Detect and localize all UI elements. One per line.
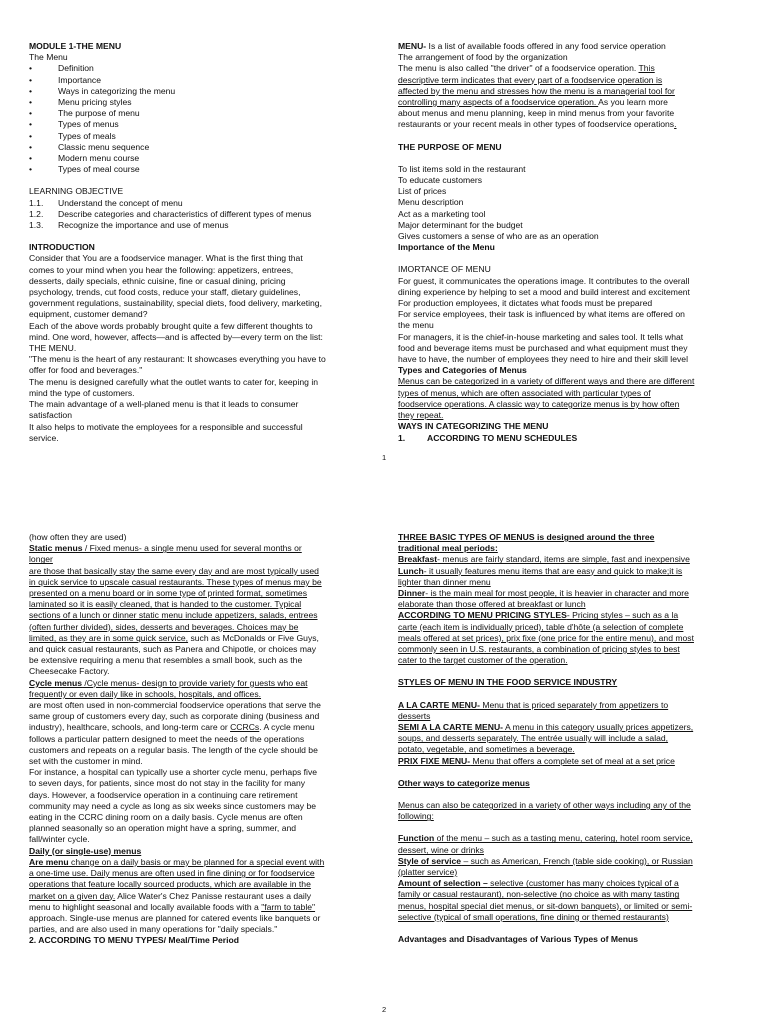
- daily-menus-underlined-line: operations that feature locally sourced products, which are available in the: [29, 879, 311, 890]
- cycle-menus-line: customers and repeats on a regular basis. The length of the cycle should be: [29, 744, 318, 755]
- daily-menus-line: approach. Single-use menus are planned for catered events like banquets or: [29, 912, 321, 923]
- objective-text: Recognize the importance and use of menus: [58, 220, 229, 231]
- bullet-text: Types of meal course: [58, 164, 140, 175]
- intro-heading: INTRODUCTION: [29, 242, 95, 253]
- bullet-text: Classic menu sequence: [58, 141, 150, 152]
- page-1: [0, 0, 768, 466]
- daily-menus-tail: [29, 913, 373, 935]
- page-gap: [0, 466, 768, 524]
- topic-bullet-item: [29, 164, 373, 175]
- intro-line: government regulations, sustainability, special diets, food delivery, marketing,: [29, 298, 322, 309]
- topic-bullet-item: [29, 75, 373, 86]
- objective-number: 1.3.: [29, 220, 44, 231]
- static-menus-text: / Fixed menus- a single menu used for several months or: [82, 543, 302, 554]
- cycle-menus-paragraph-a: [29, 700, 373, 722]
- cycle-menus-line: follows a particular pattern designed to meet the needs of the operations: [29, 733, 305, 744]
- page-2: [0, 524, 768, 1024]
- style-of-service-line: [398, 856, 742, 867]
- bullet-text: Menu pricing styles: [58, 97, 132, 108]
- alacarte-text: Menu that is priced separately from appetizers to: [479, 699, 669, 710]
- types-heading: Types and Categories of Menus: [398, 365, 527, 376]
- function-line-2: dessert, wine or drinks: [398, 844, 484, 855]
- menu-types-number: 2.: [29, 935, 37, 946]
- semi-alacarte-line: potato, vegetable, and sometimes a beverage.: [398, 744, 575, 755]
- importance-line: For guest, it communicates the operations image. It contributes to the overall: [398, 275, 690, 286]
- bullet-text: Types of menus: [58, 119, 119, 130]
- static-menus-underlined-line: laminated so it is easily cleaned, that is handed to the customer. Typical: [29, 599, 302, 610]
- purpose-heading: THE PURPOSE OF MENU: [398, 141, 502, 152]
- page1-left-column: [29, 41, 373, 444]
- static-menus-tail: [29, 644, 373, 678]
- pricing-styles-paragraph: [398, 622, 742, 667]
- importance-heading: Importance of the Menu: [398, 242, 495, 253]
- schedules-heading: [398, 433, 742, 444]
- intro-line: satisfaction: [29, 410, 72, 421]
- semi-alacarte-paragraph: [398, 733, 742, 755]
- purpose-item: To list items sold in the restaurant: [398, 163, 526, 174]
- cycle-menus-line: same group of customers every day, such as corporate dining (business and: [29, 711, 320, 722]
- menu-def-line: The arrangement of food by the organization: [398, 52, 568, 63]
- bullet-icon: •: [29, 164, 33, 175]
- prix-fixe-line: [398, 756, 742, 767]
- menu-def-text: As you learn more: [598, 97, 668, 108]
- objective-item: [29, 198, 373, 209]
- topic-bullet-item: [29, 153, 373, 164]
- style-of-service-text: – such as American, French (table side cooking), or Russian: [461, 855, 693, 866]
- importance-line: food and beverage items must be purchased and what equipment must they: [398, 342, 688, 353]
- topic-bullet-item: [29, 142, 373, 153]
- daily-menus-paragraph: [29, 868, 373, 890]
- dinner-label: Dinner: [398, 588, 426, 599]
- bullet-icon: •: [29, 85, 33, 96]
- purpose-item: List of prices: [398, 186, 447, 197]
- importance-line: For service employees, their task is influenced by what items are offered on: [398, 309, 685, 320]
- pricing-styles-label: ACCORDING TO MENU PRICING STYLES: [398, 610, 567, 621]
- how-often-note: (how often they are used): [29, 532, 127, 542]
- imortance-heading: IMORTANCE OF MENU: [398, 264, 491, 275]
- farm-to-table-underlined: "farm to table": [261, 901, 316, 912]
- bullet-text: Modern menu course: [58, 153, 140, 164]
- topic-bullet-list: [29, 63, 373, 175]
- intro-line: THE MENU.: [29, 343, 77, 354]
- intro-line: mind the type of customers.: [29, 387, 135, 398]
- types-line: they repeat.: [398, 410, 444, 421]
- intro-line: equipment, customer demand?: [29, 309, 148, 320]
- advantages-heading: Advantages and Disadvantages of Various Types of Menus: [398, 934, 639, 945]
- amount-line: selective (typical of small operations, fine dining or themed restaurants): [398, 911, 669, 922]
- bullet-text: Importance: [58, 74, 101, 85]
- menu-def-label: MENU-: [398, 41, 427, 51]
- topic-bullet-item: [29, 63, 373, 74]
- importance-paragraph: [398, 276, 742, 366]
- cycle-menus-underlined-line: frequently or even daily like in schools, hospitals, and offices.: [29, 688, 262, 699]
- purpose-list: [398, 164, 742, 242]
- dinner-line-2: elaborate than those offered at breakfast or lunch: [398, 599, 586, 610]
- page-number: 2: [382, 1005, 387, 1014]
- amount-line: family or casual restaurant), non-selective (no choice as with many tasting: [398, 889, 680, 900]
- intro-line: psychology, trends, cut food costs, reduce your staff, dietary guidelines,: [29, 287, 301, 298]
- dinner-text: - is the main meal for most people, it is heavier in character and more: [425, 588, 689, 599]
- static-menus-underlined-line: in quick service to upscale casual restaurants. These types of menus may be: [29, 576, 322, 587]
- objective-number: 1.2.: [29, 208, 44, 219]
- daily-are-menu: Are menu: [29, 856, 69, 867]
- cycle-menus-line: planned seasonally so an operation might have a spring, summer, and: [29, 823, 297, 834]
- topic-bullet-item: [29, 119, 373, 130]
- importance-line: have to have, the number of employees they need to hire and their skill level: [398, 354, 688, 365]
- menu-def-underlined: controlling many aspects of a foodservice operation.: [398, 97, 599, 108]
- static-menus-text: such as McDonalds or Five Guys,: [188, 632, 319, 643]
- pricing-styles-line: carte (each item is individually priced), table d'hôte (a selection of complete: [398, 621, 684, 632]
- menu-def-line: [398, 119, 742, 130]
- menu-def-text: restaurants or your recent meals in other types of foodservice operations: [398, 119, 675, 130]
- lunch-label: Lunch: [398, 565, 424, 576]
- purpose-item: Act as a marketing tool: [398, 208, 486, 219]
- daily-menus-line: [29, 857, 373, 868]
- purpose-item: Gives customers a sense of who are as an operation: [398, 231, 599, 242]
- style-of-service-line-2: (platter service): [398, 867, 458, 878]
- semi-alacarte-line: soups, and desserts separately. The entrée usually will include a salad,: [398, 733, 669, 744]
- intro-line: The menu is designed carefully what the outlet wants to cater for, keeping in: [29, 376, 319, 387]
- static-menus-underlined-line: longer: [29, 554, 53, 565]
- cycle-menus-paragraph-b: [29, 734, 373, 846]
- types-line: foodservice operations. A classic way to categorize menus is by how often: [398, 398, 680, 409]
- menu-definition-line: [398, 41, 742, 52]
- importance-line: For production employees, it dictates what foods must be prepared: [398, 298, 653, 309]
- bullet-icon: •: [29, 63, 33, 74]
- intro-line: Consider that You are a foodservice manager. What is the first thing that: [29, 253, 303, 264]
- page-number: 1: [382, 453, 387, 462]
- menu-def-text: The menu is also called "the driver" of a foodservice operation.: [398, 63, 639, 74]
- semi-alacarte-line: [398, 722, 742, 733]
- cycle-menus-line: eating in the CCRC dining room on a daily basis. Cycle menus are often: [29, 812, 303, 823]
- cycle-menus-line: set with the customer in mind.: [29, 756, 143, 767]
- other-ways-line: Menus can also be categorized in a variety of other ways including any of the: [398, 800, 691, 811]
- static-menus-paragraph: [29, 554, 373, 632]
- intro-line: Each of the above words probably brought quite a few different thoughts to: [29, 320, 313, 331]
- daily-menus-underlined-line: a one-time use. Daily menus are often used in fine dining or for foodservice: [29, 868, 315, 879]
- objective-heading: LEARNING OBJECTIVE: [29, 186, 124, 197]
- cycle-menus-line: are most often used in non-commercial foodservice operations that serve the: [29, 700, 321, 711]
- static-menus-line: Cheesecake Factory.: [29, 666, 110, 677]
- bullet-icon: •: [29, 119, 33, 130]
- daily-menus-line: parties, and are also used in many operations for "daily specials.": [29, 924, 278, 935]
- page2-right-column: [398, 532, 742, 945]
- types-line: Menus can be categorized in a variety of different ways and there are different: [398, 376, 695, 387]
- types-line: types of menus, which are often associated with particular types of: [398, 387, 651, 398]
- breakfast-text: - menus are fairly standard, items are simple, fast and inexpensive: [437, 554, 690, 565]
- static-menus-underlined-line: presented on a menu board or in some type of printed format, sometimes: [29, 588, 308, 599]
- cycle-menus-line: community may need a cycle as long as six weeks since customers may be: [29, 800, 317, 811]
- purpose-item: Menu description: [398, 197, 464, 208]
- function-label: Function: [398, 833, 435, 844]
- intro-line: "The menu is the heart of any restaurant: It showcases everything you have to: [29, 354, 326, 365]
- daily-menus-text: change on a daily basis or may be planned for a special event with: [68, 856, 325, 867]
- intro-line: offer for food and beverages.": [29, 365, 143, 376]
- amount-text: selective (customer has many choices typical of a: [487, 878, 679, 889]
- cycle-menus-line: to seven days, for patients, since most do not stay in the facility for many: [29, 778, 306, 789]
- schedules-number: 1.: [398, 432, 406, 443]
- cycle-menus-line: days. However, a foodservice operation in a continuing care retirement: [29, 789, 298, 800]
- static-menus-underlined-line: sections of a lunch or dinner static menu include appetizers, salads, entrees: [29, 610, 318, 621]
- pricing-styles-line: meals offered at set prices), prix fixe (one price for the entire menu), and most: [398, 632, 694, 643]
- daily-menus-text: Alice Water's Chez Panisse restaurant uses a daily: [115, 890, 312, 901]
- three-types-heading: [398, 532, 742, 554]
- importance-line: dining experience by helping to set a mood and build interest and excitement: [398, 286, 690, 297]
- topic-bullet-item: [29, 108, 373, 119]
- lunch-line: [398, 566, 742, 577]
- pricing-styles-line: commonly seen in U.S. restaurants, a combination of pricing styles to best: [398, 644, 680, 655]
- static-menus-line: be extensive requiring a menu that resembles a small book, such as the: [29, 655, 303, 666]
- menu-types-title: ACCORDING TO MENU TYPES/ Meal/Time Period: [36, 935, 239, 946]
- topic-bullet-item: [29, 97, 373, 108]
- objective-item: [29, 220, 373, 231]
- daily-menus-label: Daily (or single-use) menus: [29, 845, 142, 856]
- breakfast-line: [398, 554, 742, 565]
- pricing-styles-text: - Pricing styles – such as a la: [566, 610, 679, 621]
- schedules-title: ACCORDING TO MENU SCHEDULES: [427, 432, 578, 443]
- bullet-text: Definition: [58, 63, 94, 74]
- cycle-menus-text: industry), healthcare, schools, and long-term care or: [29, 722, 231, 733]
- bullet-icon: •: [29, 108, 33, 119]
- alacarte-line: [398, 700, 742, 711]
- objective-number: 1.1.: [29, 197, 44, 208]
- pricing-styles-line: [398, 610, 742, 621]
- topic-bullet-item: [29, 86, 373, 97]
- bullet-text: Ways in categorizing the menu: [58, 85, 176, 96]
- cycle-menus-label: Cycle menus: [29, 677, 83, 688]
- other-ways-paragraph: [398, 800, 742, 822]
- styles-heading: STYLES OF MENU IN THE FOOD SERVICE INDUSTRY: [398, 677, 618, 688]
- cycle-menus-line: [29, 678, 373, 689]
- static-menus-underlined: limited, as they are in some quick service,: [29, 632, 189, 643]
- semi-alacarte-label: SEMI A LA CARTE MENU-: [398, 722, 504, 733]
- bullet-text: Types of meals: [58, 130, 116, 141]
- pricing-styles-line: cater to the target customer of the operation.: [398, 655, 568, 666]
- static-menus-underlined-line: (often further divided), sides, desserts and beverages. Choices may be: [29, 621, 299, 632]
- objective-text: Describe categories and characteristics of different types of menus: [58, 208, 312, 219]
- intro-paragraph: [29, 253, 373, 443]
- menu-def-line: [398, 63, 742, 74]
- amount-paragraph: [398, 889, 742, 923]
- cycle-menus-line: fall/winter cycle.: [29, 834, 90, 845]
- style-of-service-label: Style of service: [398, 855, 462, 866]
- cycle-menus-text: /Cycle menus- design to provide variety for guests who eat: [82, 677, 308, 688]
- other-ways-line: following:: [398, 811, 434, 822]
- intro-line: service.: [29, 432, 59, 443]
- prix-fixe-label: PRIX FIXE MENU-: [398, 755, 471, 766]
- objective-item: [29, 209, 373, 220]
- intro-line: The main advantage of a well-planed menu is that it leads to consumer: [29, 399, 299, 410]
- objective-text: Understand the concept of menu: [58, 197, 183, 208]
- static-menus-label: Static menus: [29, 543, 83, 554]
- bullet-icon: •: [29, 130, 33, 141]
- three-types-heading-line: THREE BASIC TYPES OF MENUS is designed around the three: [398, 532, 655, 542]
- lunch-text: - it usually features menu items that are easy and quick to make;it is: [423, 565, 683, 576]
- topic-bullet-item: [29, 131, 373, 142]
- dinner-line: [398, 588, 742, 599]
- module-subtitle: The Menu: [29, 52, 68, 63]
- intro-line: comes to your mind when you hear the following: appetizers, entrees,: [29, 264, 294, 275]
- intro-line: It also helps to motivate the employees for a responsible and successful: [29, 421, 303, 432]
- cycle-menus-line: For instance, a hospital can typically use a shorter cycle menu, perhaps five: [29, 767, 318, 778]
- purpose-item: Major determinant for the budget: [398, 219, 523, 230]
- other-ways-heading: Other ways to categorize menus: [398, 777, 530, 788]
- page2-left-column: [29, 532, 373, 947]
- menu-def-end: .: [674, 119, 677, 130]
- types-paragraph: [398, 376, 742, 421]
- objective-list: [29, 198, 373, 232]
- bullet-icon: •: [29, 97, 33, 108]
- menu-def-underlined-line: affected by the menu and stresses how the menu is a managerial tool for: [398, 85, 675, 96]
- module-title: MODULE 1-THE MENU: [29, 41, 122, 51]
- bullet-icon: •: [29, 74, 33, 85]
- breakfast-label: Breakfast: [398, 554, 438, 565]
- static-menus-line: and quick casual restaurants, such as Panera and Chipotle, or choices may: [29, 644, 317, 655]
- lunch-line-2: lighter than dinner menu: [398, 576, 491, 587]
- bullet-icon: •: [29, 141, 33, 152]
- function-text: of the menu – such as a tasting menu, catering, hotel room service,: [434, 833, 693, 844]
- menu-def-line: [398, 97, 742, 108]
- amount-line: [398, 878, 742, 889]
- menu-def-underlined: This: [638, 63, 655, 74]
- menu-types-heading: [29, 935, 373, 946]
- cycle-menus-text: . A cycle menu: [259, 722, 315, 733]
- amount-label: Amount of selection –: [398, 878, 488, 889]
- daily-menus-line: [29, 902, 373, 913]
- function-line: [398, 833, 742, 844]
- semi-alacarte-text: A menu in this category usually prices appetizers,: [503, 722, 694, 733]
- intro-line: desserts, daily specials, ethnic cuisine, fine or casual dining, pricing: [29, 275, 286, 286]
- daily-menus-line: [29, 891, 373, 902]
- static-menus-underlined-line: are those that basically stay the same every day and are most typically used: [29, 565, 319, 576]
- daily-market-underlined: market on a given day.: [29, 890, 116, 901]
- amount-line: menus, hospital special diet menus, or sit-down banquets), or limited or semi-: [398, 900, 693, 911]
- bullet-text: The purpose of menu: [58, 108, 140, 119]
- menu-def-underlined-line: descriptive term indicates that every part of a foodservice operation is: [398, 74, 663, 85]
- page1-right-column: [398, 41, 742, 444]
- importance-line: For managers, it is the chief-in-house marketing and sales tool. It tells what: [398, 331, 684, 342]
- intro-line: mind. One word, however, affects—and is affected by—every term on the list:: [29, 331, 323, 342]
- menu-def-text: Is a list of available foods offered in any food service operation: [426, 41, 666, 51]
- ways-heading: WAYS IN CATEGORIZING THE MENU: [398, 421, 549, 432]
- bullet-icon: •: [29, 153, 33, 164]
- importance-line: the menu: [398, 320, 434, 331]
- cycle-menus-line: [29, 722, 373, 733]
- alacarte-label: A LA CARTE MENU-: [398, 699, 480, 710]
- three-types-heading-line: traditional meal periods:: [398, 543, 498, 554]
- static-menus-line: [29, 543, 373, 554]
- prix-fixe-text: Menu that offers a complete set of meal at a set price: [470, 755, 675, 766]
- ccrc-link[interactable]: CCRCs: [230, 722, 260, 733]
- alacarte-line-2: desserts: [398, 710, 431, 721]
- daily-menus-text: menu to highlight seasonal and locally available foods with a: [29, 901, 262, 912]
- static-menus-line: [29, 633, 373, 644]
- purpose-item: To educate customers: [398, 175, 483, 186]
- menu-def-line: about menus and menu planning, keep in mind menus from your favorite: [398, 108, 675, 119]
